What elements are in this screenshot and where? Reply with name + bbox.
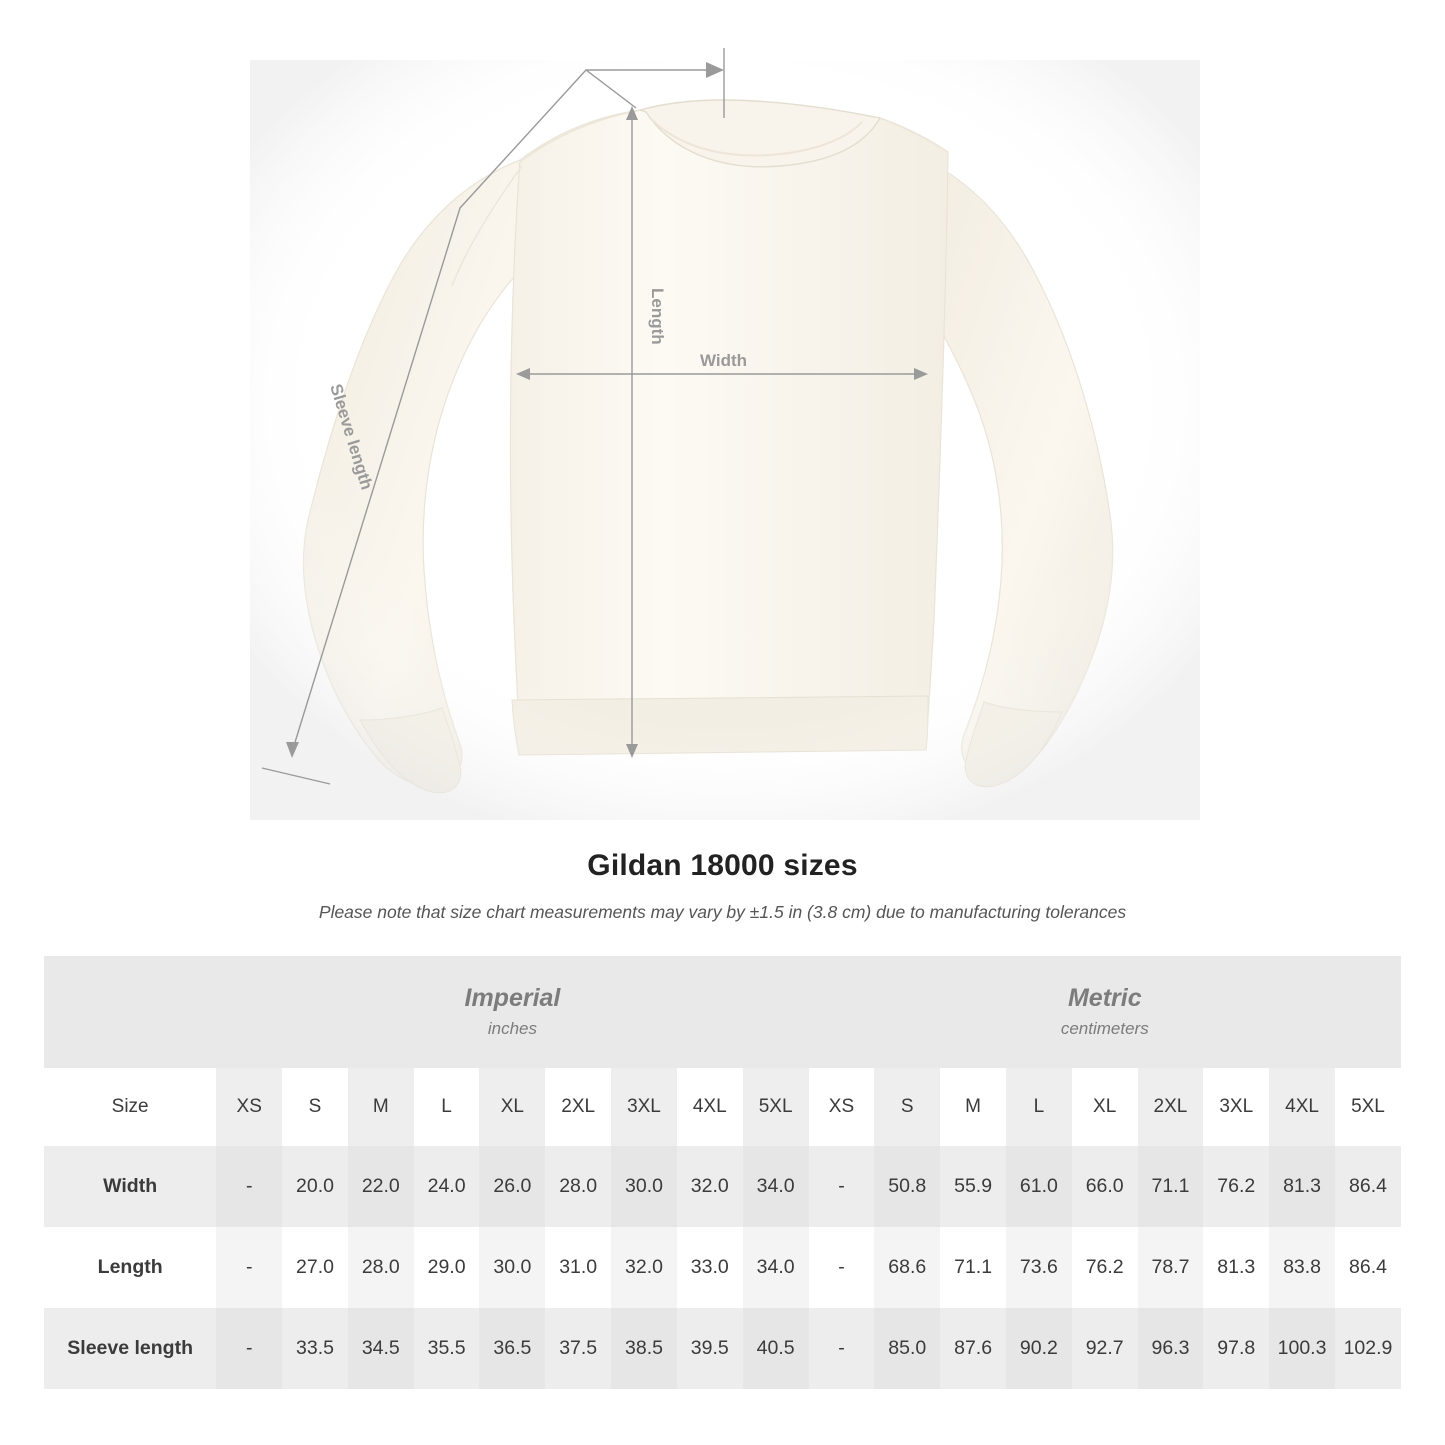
- header-cell: XS: [216, 1068, 282, 1146]
- cell: 71.1: [1138, 1146, 1204, 1227]
- cell: 81.3: [1203, 1227, 1269, 1308]
- cell: -: [809, 1227, 875, 1308]
- table-row: [44, 1308, 1401, 1389]
- cell: 92.7: [1072, 1308, 1138, 1389]
- cell: 86.4: [1335, 1146, 1401, 1227]
- cell: 33.5: [282, 1308, 348, 1389]
- cell: 32.0: [677, 1146, 743, 1227]
- cell: 66.0: [1072, 1146, 1138, 1227]
- unit-metric-name: Metric: [1067, 983, 1142, 1012]
- cell: 100.3: [1269, 1308, 1335, 1389]
- unit-imperial-name: Imperial: [464, 983, 561, 1012]
- cell: 85.0: [874, 1308, 940, 1389]
- width-label: Width: [700, 351, 748, 370]
- cell: 73.6: [1006, 1227, 1072, 1308]
- cell: 26.0: [479, 1146, 545, 1227]
- table-row: [44, 1146, 1401, 1227]
- cell: -: [216, 1146, 282, 1227]
- header-cell: XL: [1072, 1068, 1138, 1146]
- cell: 30.0: [611, 1146, 677, 1227]
- cell: 22.0: [348, 1146, 414, 1227]
- unit-imperial-sub: inches: [487, 1019, 537, 1039]
- cell: 30.0: [479, 1227, 545, 1308]
- cell: 36.5: [479, 1308, 545, 1389]
- row-label: Sleeve length: [44, 1308, 216, 1389]
- table-header-row: [44, 1068, 1401, 1146]
- size-table: [44, 956, 1401, 1389]
- unit-metric: [809, 956, 1401, 1068]
- cell: 40.5: [743, 1308, 809, 1389]
- cell: 28.0: [348, 1227, 414, 1308]
- header-cell: 2XL: [1138, 1068, 1204, 1146]
- header-cell: M: [348, 1068, 414, 1146]
- header-cell: 4XL: [1269, 1068, 1335, 1146]
- header-cell: M: [940, 1068, 1006, 1146]
- cell: -: [809, 1308, 875, 1389]
- cell: 34.0: [743, 1227, 809, 1308]
- header-size: Size: [44, 1068, 216, 1146]
- cell: 34.0: [743, 1146, 809, 1227]
- cell: 76.2: [1072, 1227, 1138, 1308]
- unit-spacer: [44, 956, 216, 1068]
- cell: 24.0: [414, 1146, 480, 1227]
- tolerance-note: Please note that size chart measurements may vary by ±1.5 in (3.8 cm) due to manufacturing tolerances: [318, 902, 1127, 922]
- cell: 28.0: [545, 1146, 611, 1227]
- header-cell: XS: [809, 1068, 875, 1146]
- cell: 20.0: [282, 1146, 348, 1227]
- header-cell: L: [414, 1068, 480, 1146]
- cell: 38.5: [611, 1308, 677, 1389]
- header-cell: S: [874, 1068, 940, 1146]
- cell: 55.9: [940, 1146, 1006, 1227]
- unit-metric-sub: centimeters: [1060, 1019, 1149, 1039]
- header-cell: XL: [479, 1068, 545, 1146]
- header-cell: L: [1006, 1068, 1072, 1146]
- cell: 97.8: [1203, 1308, 1269, 1389]
- cell: 34.5: [348, 1308, 414, 1389]
- table-row: [44, 1227, 1401, 1308]
- cell: 31.0: [545, 1227, 611, 1308]
- cell: 76.2: [1203, 1146, 1269, 1227]
- cell: 33.0: [677, 1227, 743, 1308]
- row-label: Length: [44, 1227, 216, 1308]
- cell: 50.8: [874, 1146, 940, 1227]
- cell: 102.9: [1335, 1308, 1401, 1389]
- cell: 83.8: [1269, 1227, 1335, 1308]
- header-cell: 4XL: [677, 1068, 743, 1146]
- row-label: Width: [44, 1146, 216, 1227]
- cell: 61.0: [1006, 1146, 1072, 1227]
- cell: -: [216, 1227, 282, 1308]
- header-cell: 2XL: [545, 1068, 611, 1146]
- unit-header-row: [44, 956, 1401, 1068]
- cell: 86.4: [1335, 1227, 1401, 1308]
- cell: -: [216, 1308, 282, 1389]
- unit-imperial: [216, 956, 808, 1068]
- cell: 68.6: [874, 1227, 940, 1308]
- sweatshirt-body: [250, 60, 1200, 820]
- size-table-wrap: [0, 956, 1445, 1389]
- header-cell: 3XL: [611, 1068, 677, 1146]
- cell: 78.7: [1138, 1227, 1204, 1308]
- header-cell: 5XL: [1335, 1068, 1401, 1146]
- cell: 96.3: [1138, 1308, 1204, 1389]
- cell: 32.0: [611, 1227, 677, 1308]
- header-cell: 5XL: [743, 1068, 809, 1146]
- cell: 71.1: [940, 1227, 1006, 1308]
- header-cell: 3XL: [1203, 1068, 1269, 1146]
- cell: -: [809, 1146, 875, 1227]
- cell: 90.2: [1006, 1308, 1072, 1389]
- cell: 29.0: [414, 1227, 480, 1308]
- cell: 39.5: [677, 1308, 743, 1389]
- cell: 27.0: [282, 1227, 348, 1308]
- sleeve-length-label: Sleeve length: [326, 381, 377, 492]
- cell: 37.5: [545, 1308, 611, 1389]
- length-label: Length: [648, 288, 667, 345]
- cell: 87.6: [940, 1308, 1006, 1389]
- title-block: [0, 845, 1445, 923]
- cell: 35.5: [414, 1308, 480, 1389]
- page-title: Gildan 18000 sizes: [587, 849, 858, 882]
- cell: 81.3: [1269, 1146, 1335, 1227]
- header-cell: S: [282, 1068, 348, 1146]
